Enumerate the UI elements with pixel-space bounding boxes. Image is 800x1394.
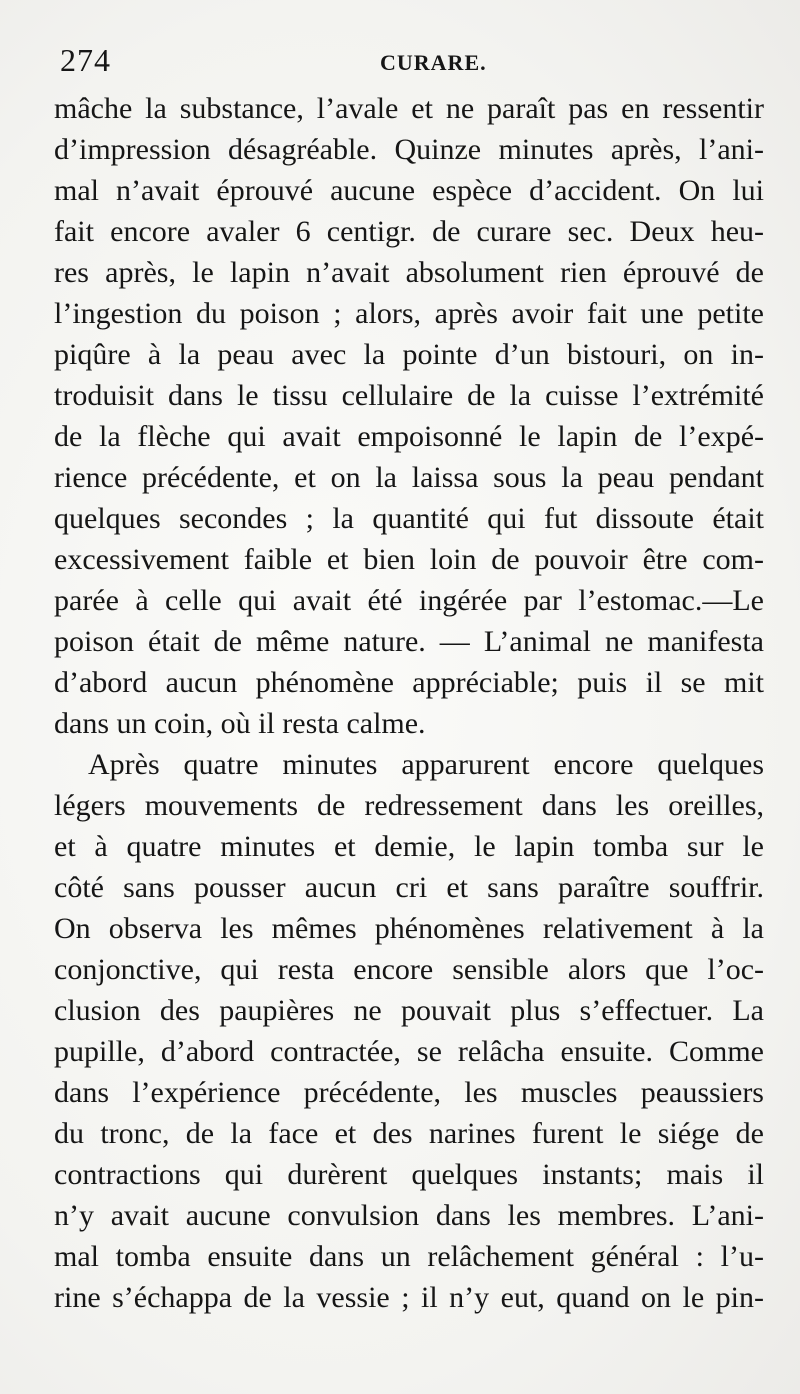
text-line: poison était de même nature. — L’animal ne manifesta (54, 625, 764, 658)
text-line: mâche la substance, l’avale et ne paraît pas en ressentir (54, 92, 764, 125)
text-line: troduisit dans le tissu cellulaire de la cuisse l’extrémité (54, 379, 764, 412)
text-line-paragraph-start: Après quatre minutes apparurent encore quelques (88, 748, 764, 781)
text-line: l’ingestion du poison ; alors, après avoir fait une petite (54, 297, 764, 330)
text-line-paragraph-end: dans un coin, où il resta calme. (54, 707, 426, 740)
running-head: CURARE. (380, 50, 487, 75)
text-line: côté sans pousser aucun cri et sans paraître souffrir. (54, 871, 764, 904)
text-line: mal tomba ensuite dans un relâchement général : l’u- (54, 1240, 764, 1273)
page-number: 274 (60, 42, 111, 78)
text-line: légers mouvements de redressement dans les oreilles, (54, 789, 764, 822)
text-line: rine s’échappa de la vessie ; il n’y eut, quand on le pin- (54, 1281, 764, 1314)
text-line: parée à celle qui avait été ingérée par l’estomac.—Le (54, 584, 764, 617)
body-text (54, 88, 764, 1318)
text-line: On observa les mêmes phénomènes relativement à la (54, 912, 764, 945)
text-line: pupille, d’abord contractée, se relâcha ensuite. Comme (54, 1035, 764, 1068)
text-line: fait encore avaler 6 centigr. de curare sec. Deux heu- (54, 215, 764, 248)
text-line: quelques secondes ; la quantité qui fut dissoute était (54, 502, 764, 535)
text-line: res après, le lapin n’avait absolument rien éprouvé de (54, 256, 764, 289)
text-line: du tronc, de la face et des narines furent le siége de (54, 1117, 764, 1150)
text-line: conjonctive, qui resta encore sensible alors que l’oc- (54, 953, 764, 986)
text-line: dans l’expérience précédente, les muscles peaussiers (54, 1076, 764, 1109)
text-line: piqûre à la peau avec la pointe d’un bistouri, on in- (54, 338, 764, 371)
text-line: n’y avait aucune convulsion dans les membres. L’ani- (54, 1199, 764, 1232)
text-line: contractions qui durèrent quelques instants; mais il (54, 1158, 764, 1191)
text-line: d’impression désagréable. Quinze minutes après, l’ani- (54, 133, 764, 166)
text-line: excessivement faible et bien loin de pouvoir être com- (54, 543, 764, 576)
text-line: clusion des paupières ne pouvait plus s’effectuer. La (54, 994, 764, 1027)
text-line: mal n’avait éprouvé aucune espèce d’accident. On lui (54, 174, 764, 207)
page-header (60, 40, 760, 80)
text-line: d’abord aucun phénomène appréciable; puis il se mit (54, 666, 764, 699)
text-line: et à quatre minutes et demie, le lapin tomba sur le (54, 830, 764, 863)
text-line: de la flèche qui avait empoisonné le lapin de l’expé- (54, 420, 764, 453)
text-line: rience précédente, et on la laissa sous la peau pendant (54, 461, 764, 494)
